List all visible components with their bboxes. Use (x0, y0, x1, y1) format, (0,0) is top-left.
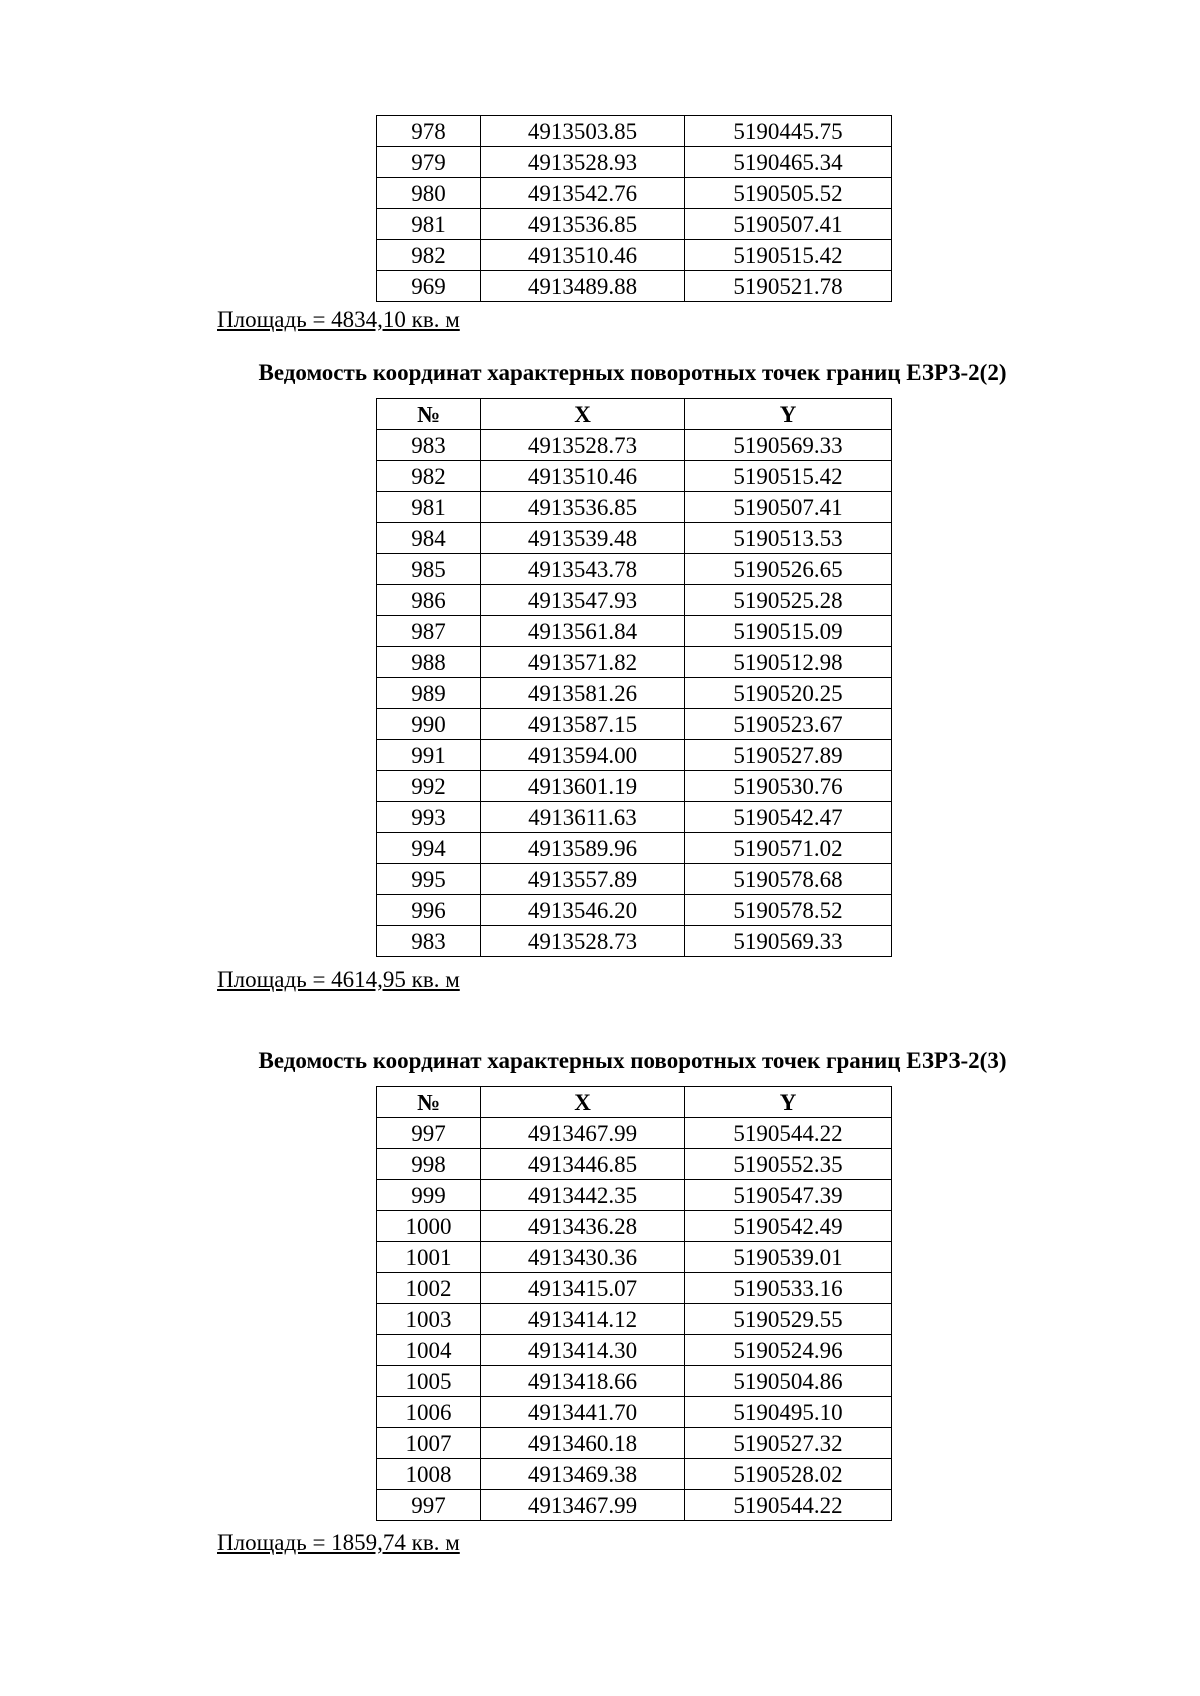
point-number-cell: 1001 (377, 1242, 481, 1273)
table-row (377, 647, 892, 678)
table-row (377, 1366, 892, 1397)
table-body (377, 1118, 892, 1521)
x-coordinate-cell: 4913414.12 (481, 1304, 685, 1335)
y-column-header: Y (685, 399, 892, 430)
point-number-cell: 983 (377, 926, 481, 957)
y-coordinate-cell: 5190515.09 (685, 616, 892, 647)
table-row (377, 492, 892, 523)
table-row (377, 1459, 892, 1490)
point-number-cell: 987 (377, 616, 481, 647)
y-coordinate-cell: 5190495.10 (685, 1397, 892, 1428)
y-column-header: Y (685, 1087, 892, 1118)
y-coordinate-cell: 5190515.42 (685, 240, 892, 271)
table-row (377, 709, 892, 740)
x-coordinate-cell: 4913594.00 (481, 740, 685, 771)
x-coordinate-cell: 4913561.84 (481, 616, 685, 647)
point-number-cell: 982 (377, 240, 481, 271)
y-coordinate-cell: 5190465.34 (685, 147, 892, 178)
point-number-cell: 995 (377, 864, 481, 895)
y-coordinate-cell: 5190544.22 (685, 1490, 892, 1521)
table-row (377, 1397, 892, 1428)
table-row (377, 833, 892, 864)
y-coordinate-cell: 5190507.41 (685, 492, 892, 523)
y-coordinate-cell: 5190542.49 (685, 1211, 892, 1242)
point-number-cell: 999 (377, 1180, 481, 1211)
x-coordinate-cell: 4913536.85 (481, 209, 685, 240)
y-coordinate-cell: 5190569.33 (685, 926, 892, 957)
table-row (377, 740, 892, 771)
x-coordinate-cell: 4913543.78 (481, 554, 685, 585)
table-header (377, 399, 892, 430)
y-coordinate-cell: 5190530.76 (685, 771, 892, 802)
y-coordinate-cell: 5190445.75 (685, 116, 892, 147)
point-number-cell: 979 (377, 147, 481, 178)
x-coordinate-cell: 4913528.73 (481, 926, 685, 957)
point-number-cell: 969 (377, 271, 481, 302)
x-coordinate-cell: 4913441.70 (481, 1397, 685, 1428)
table-row (377, 802, 892, 833)
x-coordinate-cell: 4913611.63 (481, 802, 685, 833)
x-coordinate-cell: 4913442.35 (481, 1180, 685, 1211)
y-coordinate-cell: 5190526.65 (685, 554, 892, 585)
table-row (377, 1149, 892, 1180)
y-coordinate-cell: 5190528.02 (685, 1459, 892, 1490)
x-coordinate-cell: 4913571.82 (481, 647, 685, 678)
y-coordinate-cell: 5190524.96 (685, 1335, 892, 1366)
number-column-header: № (377, 1087, 481, 1118)
x-coordinate-cell: 4913587.15 (481, 709, 685, 740)
table-row (377, 1428, 892, 1459)
point-number-cell: 981 (377, 209, 481, 240)
x-coordinate-cell: 4913547.93 (481, 585, 685, 616)
table-row (377, 1211, 892, 1242)
point-number-cell: 981 (377, 492, 481, 523)
point-number-cell: 978 (377, 116, 481, 147)
area-label: Площадь = 4834,10 кв. м (217, 307, 460, 332)
x-coordinate-cell: 4913542.76 (481, 178, 685, 209)
x-coordinate-cell: 4913581.26 (481, 678, 685, 709)
y-coordinate-cell: 5190578.68 (685, 864, 892, 895)
table-row (377, 616, 892, 647)
point-number-cell: 983 (377, 430, 481, 461)
y-coordinate-cell: 5190521.78 (685, 271, 892, 302)
point-number-cell: 990 (377, 709, 481, 740)
x-coordinate-cell: 4913469.38 (481, 1459, 685, 1490)
header-row (377, 399, 892, 430)
section-heading: Ведомость координат характерных поворотных точек границ ЕЗРЗ-2(3) (258, 1048, 1007, 1073)
table-row (377, 1242, 892, 1273)
x-coordinate-cell: 4913489.88 (481, 271, 685, 302)
y-coordinate-cell: 5190542.47 (685, 802, 892, 833)
x-coordinate-cell: 4913418.66 (481, 1366, 685, 1397)
coordinates-table-3 (376, 1086, 892, 1521)
x-coordinate-cell: 4913528.93 (481, 147, 685, 178)
y-coordinate-cell: 5190520.25 (685, 678, 892, 709)
table-row (377, 209, 892, 240)
y-coordinate-cell: 5190504.86 (685, 1366, 892, 1397)
y-coordinate-cell: 5190527.89 (685, 740, 892, 771)
y-coordinate-cell: 5190547.39 (685, 1180, 892, 1211)
table-row (377, 678, 892, 709)
y-coordinate-cell: 5190527.32 (685, 1428, 892, 1459)
table-row (377, 1118, 892, 1149)
point-number-cell: 991 (377, 740, 481, 771)
point-number-cell: 989 (377, 678, 481, 709)
x-coordinate-cell: 4913436.28 (481, 1211, 685, 1242)
point-number-cell: 997 (377, 1490, 481, 1521)
x-coordinate-cell: 4913546.20 (481, 895, 685, 926)
point-number-cell: 988 (377, 647, 481, 678)
point-number-cell: 998 (377, 1149, 481, 1180)
x-coordinate-cell: 4913460.18 (481, 1428, 685, 1459)
x-coordinate-cell: 4913503.85 (481, 116, 685, 147)
table-row (377, 1490, 892, 1521)
point-number-cell: 982 (377, 461, 481, 492)
point-number-cell: 1007 (377, 1428, 481, 1459)
y-coordinate-cell: 5190515.42 (685, 461, 892, 492)
coordinates-table-2 (376, 398, 892, 957)
x-coordinate-cell: 4913467.99 (481, 1490, 685, 1521)
table-row (377, 178, 892, 209)
point-number-cell: 997 (377, 1118, 481, 1149)
table-row (377, 926, 892, 957)
area-label: Площадь = 1859,74 кв. м (217, 1530, 460, 1555)
table-body (377, 430, 892, 957)
x-coordinate-cell: 4913601.19 (481, 771, 685, 802)
table-body (377, 116, 892, 302)
point-number-cell: 994 (377, 833, 481, 864)
coordinates-table-1 (376, 115, 892, 302)
point-number-cell: 1002 (377, 1273, 481, 1304)
y-coordinate-cell: 5190571.02 (685, 833, 892, 864)
table-row (377, 554, 892, 585)
area-label: Площадь = 4614,95 кв. м (217, 967, 460, 992)
y-coordinate-cell: 5190513.53 (685, 523, 892, 554)
point-number-cell: 996 (377, 895, 481, 926)
y-coordinate-cell: 5190533.16 (685, 1273, 892, 1304)
y-coordinate-cell: 5190529.55 (685, 1304, 892, 1335)
point-number-cell: 992 (377, 771, 481, 802)
table-row (377, 240, 892, 271)
table-row (377, 116, 892, 147)
y-coordinate-cell: 5190512.98 (685, 647, 892, 678)
table-row (377, 147, 892, 178)
table-row (377, 523, 892, 554)
x-coordinate-cell: 4913415.07 (481, 1273, 685, 1304)
x-coordinate-cell: 4913589.96 (481, 833, 685, 864)
point-number-cell: 1008 (377, 1459, 481, 1490)
x-coordinate-cell: 4913557.89 (481, 864, 685, 895)
y-coordinate-cell: 5190525.28 (685, 585, 892, 616)
x-coordinate-cell: 4913528.73 (481, 430, 685, 461)
point-number-cell: 1000 (377, 1211, 481, 1242)
y-coordinate-cell: 5190544.22 (685, 1118, 892, 1149)
table-row (377, 1180, 892, 1211)
x-column-header: X (481, 399, 685, 430)
y-coordinate-cell: 5190505.52 (685, 178, 892, 209)
table-row (377, 864, 892, 895)
x-column-header: X (481, 1087, 685, 1118)
table-row (377, 585, 892, 616)
header-row (377, 1087, 892, 1118)
point-number-cell: 1004 (377, 1335, 481, 1366)
table-row (377, 895, 892, 926)
table-row (377, 461, 892, 492)
table-row (377, 430, 892, 461)
x-coordinate-cell: 4913510.46 (481, 461, 685, 492)
x-coordinate-cell: 4913536.85 (481, 492, 685, 523)
y-coordinate-cell: 5190523.67 (685, 709, 892, 740)
point-number-cell: 1005 (377, 1366, 481, 1397)
x-coordinate-cell: 4913414.30 (481, 1335, 685, 1366)
point-number-cell: 985 (377, 554, 481, 585)
x-coordinate-cell: 4913430.36 (481, 1242, 685, 1273)
point-number-cell: 1003 (377, 1304, 481, 1335)
y-coordinate-cell: 5190552.35 (685, 1149, 892, 1180)
x-coordinate-cell: 4913467.99 (481, 1118, 685, 1149)
table-row (377, 1273, 892, 1304)
point-number-cell: 984 (377, 523, 481, 554)
x-coordinate-cell: 4913446.85 (481, 1149, 685, 1180)
y-coordinate-cell: 5190578.52 (685, 895, 892, 926)
y-coordinate-cell: 5190507.41 (685, 209, 892, 240)
table-row (377, 1335, 892, 1366)
point-number-cell: 980 (377, 178, 481, 209)
number-column-header: № (377, 399, 481, 430)
table-row (377, 771, 892, 802)
point-number-cell: 993 (377, 802, 481, 833)
section-heading: Ведомость координат характерных поворотных точек границ ЕЗРЗ-2(2) (258, 360, 1007, 385)
point-number-cell: 1006 (377, 1397, 481, 1428)
x-coordinate-cell: 4913539.48 (481, 523, 685, 554)
table-header (377, 1087, 892, 1118)
point-number-cell: 986 (377, 585, 481, 616)
y-coordinate-cell: 5190569.33 (685, 430, 892, 461)
table-row (377, 1304, 892, 1335)
table-row (377, 271, 892, 302)
y-coordinate-cell: 5190539.01 (685, 1242, 892, 1273)
x-coordinate-cell: 4913510.46 (481, 240, 685, 271)
